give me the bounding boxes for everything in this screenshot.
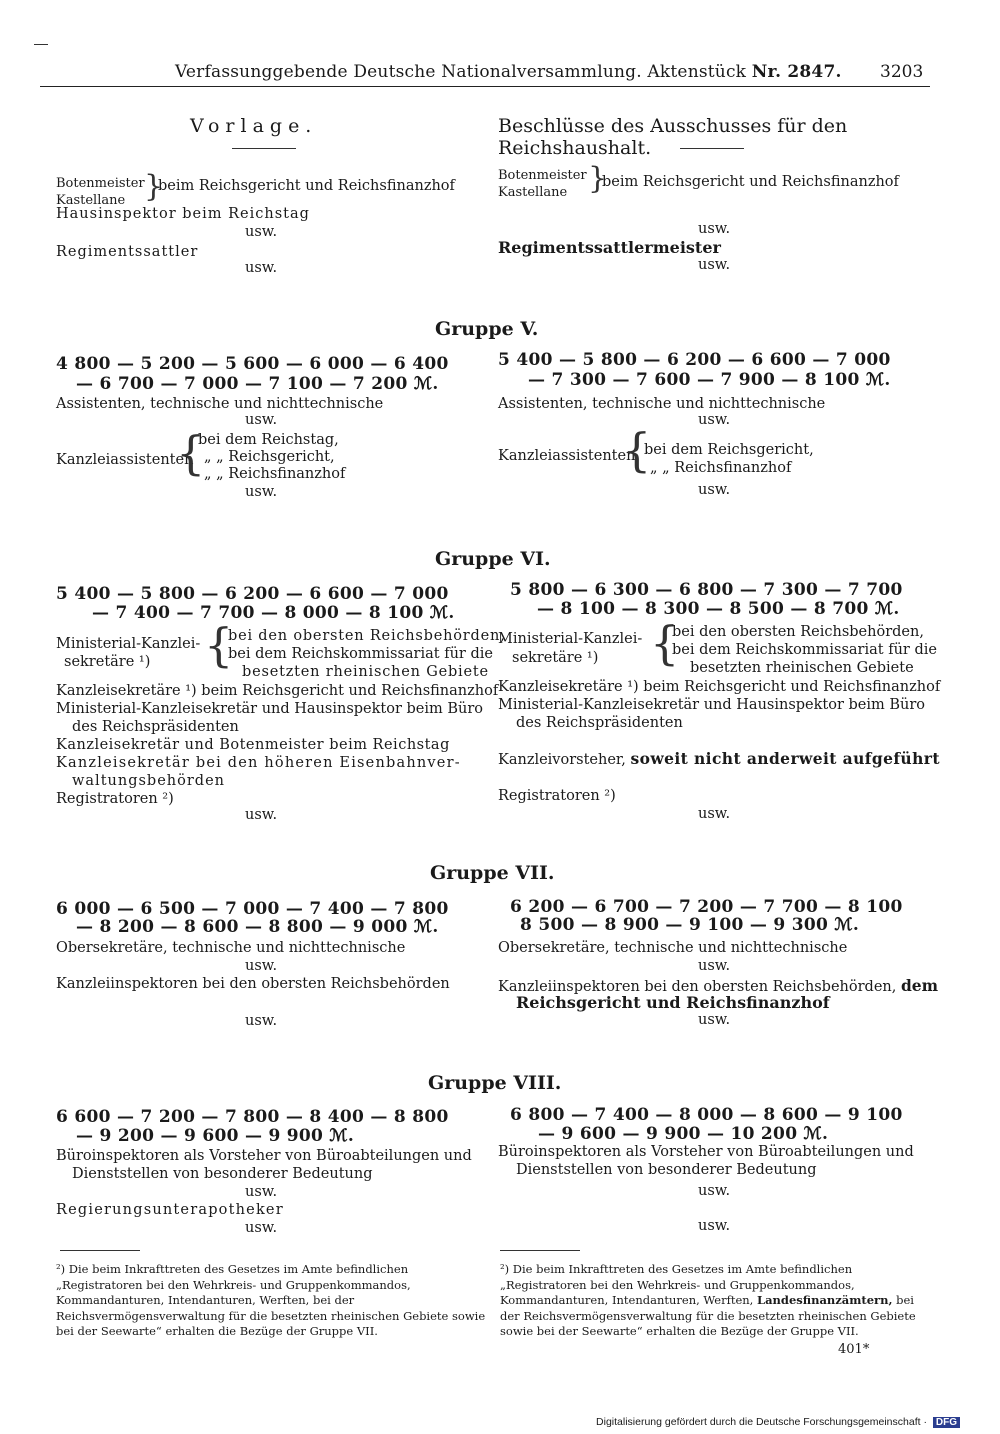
text-line: „ „ Reichsfinanzhof [650,460,792,476]
salary-line: — 9 200 — 9 600 — 9 900 ℳ. [76,1126,355,1146]
text-line: bei dem Reichskommissariat für die [672,642,937,658]
salary-line: 6 000 — 6 500 — 7 000 — 7 400 — 7 800 [56,899,449,919]
brace: { [176,426,206,480]
text-line: Kanzleisekretär bei den höheren Eisenbahnver- [56,755,461,771]
text-line: usw. [698,1183,731,1199]
text-line: Büroinspektoren als Vorsteher von Büroabteilungen und [498,1144,914,1160]
text-line: Ministerial-Kanzleisekretär und Hausinspektor beim Büro [498,697,926,713]
text-line: Kanzleisekretäre ¹) beim Reichsgericht und Reichsfinanzhof [56,683,499,699]
text-line: Assistenten, technische und nichttechnische [498,396,826,412]
text-line: Obersekretäre, technische und nichttechnische [498,940,848,956]
text-line: Obersekretäre, technische und nichttechnische [56,940,406,956]
salary-line: 6 600 — 7 200 — 7 800 — 8 400 — 8 800 [56,1107,449,1127]
footnote-rule [500,1250,580,1251]
text-line: Ministerial-Kanzleisekretär und Hausinspektor beim Büro [56,701,484,717]
text-line: des Reichspräsidenten [72,719,239,735]
text-line: usw. [698,958,731,974]
text-line: usw. [698,482,731,498]
text-line: Regimentssattler [56,244,199,260]
text-line: usw. [245,807,278,823]
text-line: besetzten rheinischen Gebiete [242,664,489,680]
text-line: Botenmeister [498,168,587,183]
text-line: „ „ Reichsgericht, [204,449,335,465]
brace: { [622,423,652,477]
text-line: des Reichspräsidenten [516,715,683,731]
text-line: Dienststellen von besonderer Bedeutung [72,1166,373,1182]
header-rule [40,86,930,87]
salary-line: — 7 400 — 7 700 — 8 000 — 8 100 ℳ. [92,603,455,623]
salary-line: 6 800 — 7 400 — 8 000 — 8 600 — 9 100 [510,1105,903,1125]
text-line: beim Reichsgericht und Reichsfinanzhof [158,178,455,194]
footnote-left: ²) Die beim Inkrafttreten des Gesetzes im Amte befindlichen „Registratoren bei den Wehrkreis- und Gruppenkommandos, Kommandanturen, Intendanturen, Werften, bei der Reichsvermögensverwaltung für die besetzten rheinischen Gebiete sowie bei der Seewarte“ erhalten die Bezüge der Gruppe VII. [56,1262,486,1338]
text-line: Kanzleiinspektoren bei den obersten Reichsbehörden [56,976,450,992]
salary-line: 5 400 — 5 800 — 6 200 — 6 600 — 7 000 [498,350,891,370]
text-line: Assistenten, technische und nichttechnische [56,396,384,412]
brace: } [588,161,608,196]
brace: } [144,169,164,204]
salary-line: 8 500 — 8 900 — 9 100 — 9 300 ℳ. [520,915,860,935]
text-line: Kanzleisekretäre ¹) beim Reichsgericht und Reichsfinanzhof [498,679,941,695]
text-line: Ministerial-Kanzlei- [498,631,643,647]
right-title-rule [680,148,744,149]
text-line: Hausinspektor beim Reichstag [56,206,310,222]
salary-line: — 8 100 — 8 300 — 8 500 — 8 700 ℳ. [537,599,900,619]
text-line: usw. [698,221,731,237]
salary-line: 5 800 — 6 300 — 6 800 — 7 300 — 7 700 [510,580,903,600]
text-line: „ „ Reichsfinanzhof [204,466,346,482]
group-heading: Gruppe VIII. [428,1072,562,1094]
text-line: Kastellane [56,193,126,208]
text-line: sekretäre ¹) [512,650,599,666]
page-number: 3203 [880,62,924,82]
text-line: Registratoren ²) [498,788,616,804]
text-line: bei den obersten Reichsbehörden, [672,624,924,640]
group-heading: Gruppe VII. [430,862,555,884]
text-line: Ministerial-Kanzlei- [56,636,201,652]
text-line: Büroinspektoren als Vorsteher von Büroabteilungen und [56,1148,472,1164]
text-line: Regierungsunterapotheker [56,1202,284,1218]
text-line: beim Reichsgericht und Reichsfinanzhof [602,174,899,190]
dfg-credit: Digitalisierung gefördert durch die Deutsche Forschungsgemeinschaft · DFG [596,1416,960,1428]
margin-mark [34,44,48,45]
left-title-rule [232,148,296,149]
salary-line: 4 800 — 5 200 — 5 600 — 6 000 — 6 400 [56,354,449,374]
text-line: usw. [698,1218,731,1234]
text-line: Kanzleiinspektoren bei den obersten Reichsbehörden, dem [498,976,939,995]
text-line: Dienststellen von besonderer Bedeutung [516,1162,817,1178]
sheet-number: 401* [838,1342,870,1357]
text-line: sekretäre ¹) [64,654,151,670]
text-line: Registratoren ²) [56,791,174,807]
text-line: Reichsgericht und Reichsfinanzhof [516,993,830,1012]
text-line: Botenmeister [56,176,145,191]
salary-line: — 8 200 — 8 600 — 8 800 — 9 000 ℳ. [76,917,439,937]
salary-line: 6 200 — 6 700 — 7 200 — 7 700 — 8 100 [510,897,903,917]
footnote-right: ²) Die beim Inkrafttreten des Gesetzes im Amte befindlichen „Registratoren bei den Wehrkreis- und Gruppenkommandos, Kommandanturen, Intendanturen, Werften, Landesfinanzämtern, bei der Reichsvermögensverwaltung für die besetzten rheinischen Gebiete sowie bei der Seewarte“ erhalten die Bezüge der Gruppe VII. [500,1262,916,1338]
text-line: usw. [698,1012,731,1028]
text-line: usw. [245,484,278,500]
text-line: Regimentssattlermeister [498,238,721,257]
text-line: bei dem Reichsgericht, [644,442,814,458]
text-line: usw. [245,958,278,974]
brace: { [204,618,234,672]
text-line: Kastellane [498,185,568,200]
text-line: waltungsbehörden [72,773,225,789]
text-line: bei den obersten Reichsbehörden, [228,628,506,644]
group-heading: Gruppe VI. [435,548,551,570]
salary-line: — 7 300 — 7 600 — 7 900 — 8 100 ℳ. [528,370,891,390]
text-line: bei dem Reichskommissariat für die [228,646,493,662]
text-line: usw. [245,224,278,240]
text-line: usw. [245,1220,278,1236]
text-line: Kanzleiassistenten [56,452,194,468]
text-line: usw. [245,412,278,428]
text-line: Kanzleiassistenten [498,448,636,464]
dfg-logo: DFG [933,1417,960,1428]
salary-line: 5 400 — 5 800 — 6 200 — 6 600 — 7 000 [56,584,449,604]
page-header: Verfassunggebende Deutsche Nationalversammlung. Aktenstück Nr. 2847. [175,62,842,82]
right-column-title: Beschlüsse des Ausschusses für den Reichshaushalt. [498,115,848,159]
group-heading: Gruppe V. [435,318,539,340]
footnote-rule [60,1250,140,1251]
text-line: usw. [245,1184,278,1200]
salary-line: — 9 600 — 9 900 — 10 200 ℳ. [538,1124,829,1144]
text-line: usw. [245,1013,278,1029]
text-line: besetzten rheinischen Gebiete [690,660,914,676]
salary-line: — 6 700 — 7 000 — 7 100 — 7 200 ℳ. [76,374,439,394]
text-line: usw. [698,257,731,273]
text-line: bei dem Reichstag, [198,432,339,448]
text-line: usw. [698,412,731,428]
text-line: Kanzleisekretär und Botenmeister beim Reichstag [56,737,450,753]
brace: { [650,616,680,670]
text-line: Kanzleivorsteher, soweit nicht anderweit aufgeführt [498,749,940,768]
text-line: usw. [698,806,731,822]
text-line: usw. [245,260,278,276]
left-column-title: Vorlage. [190,115,318,137]
